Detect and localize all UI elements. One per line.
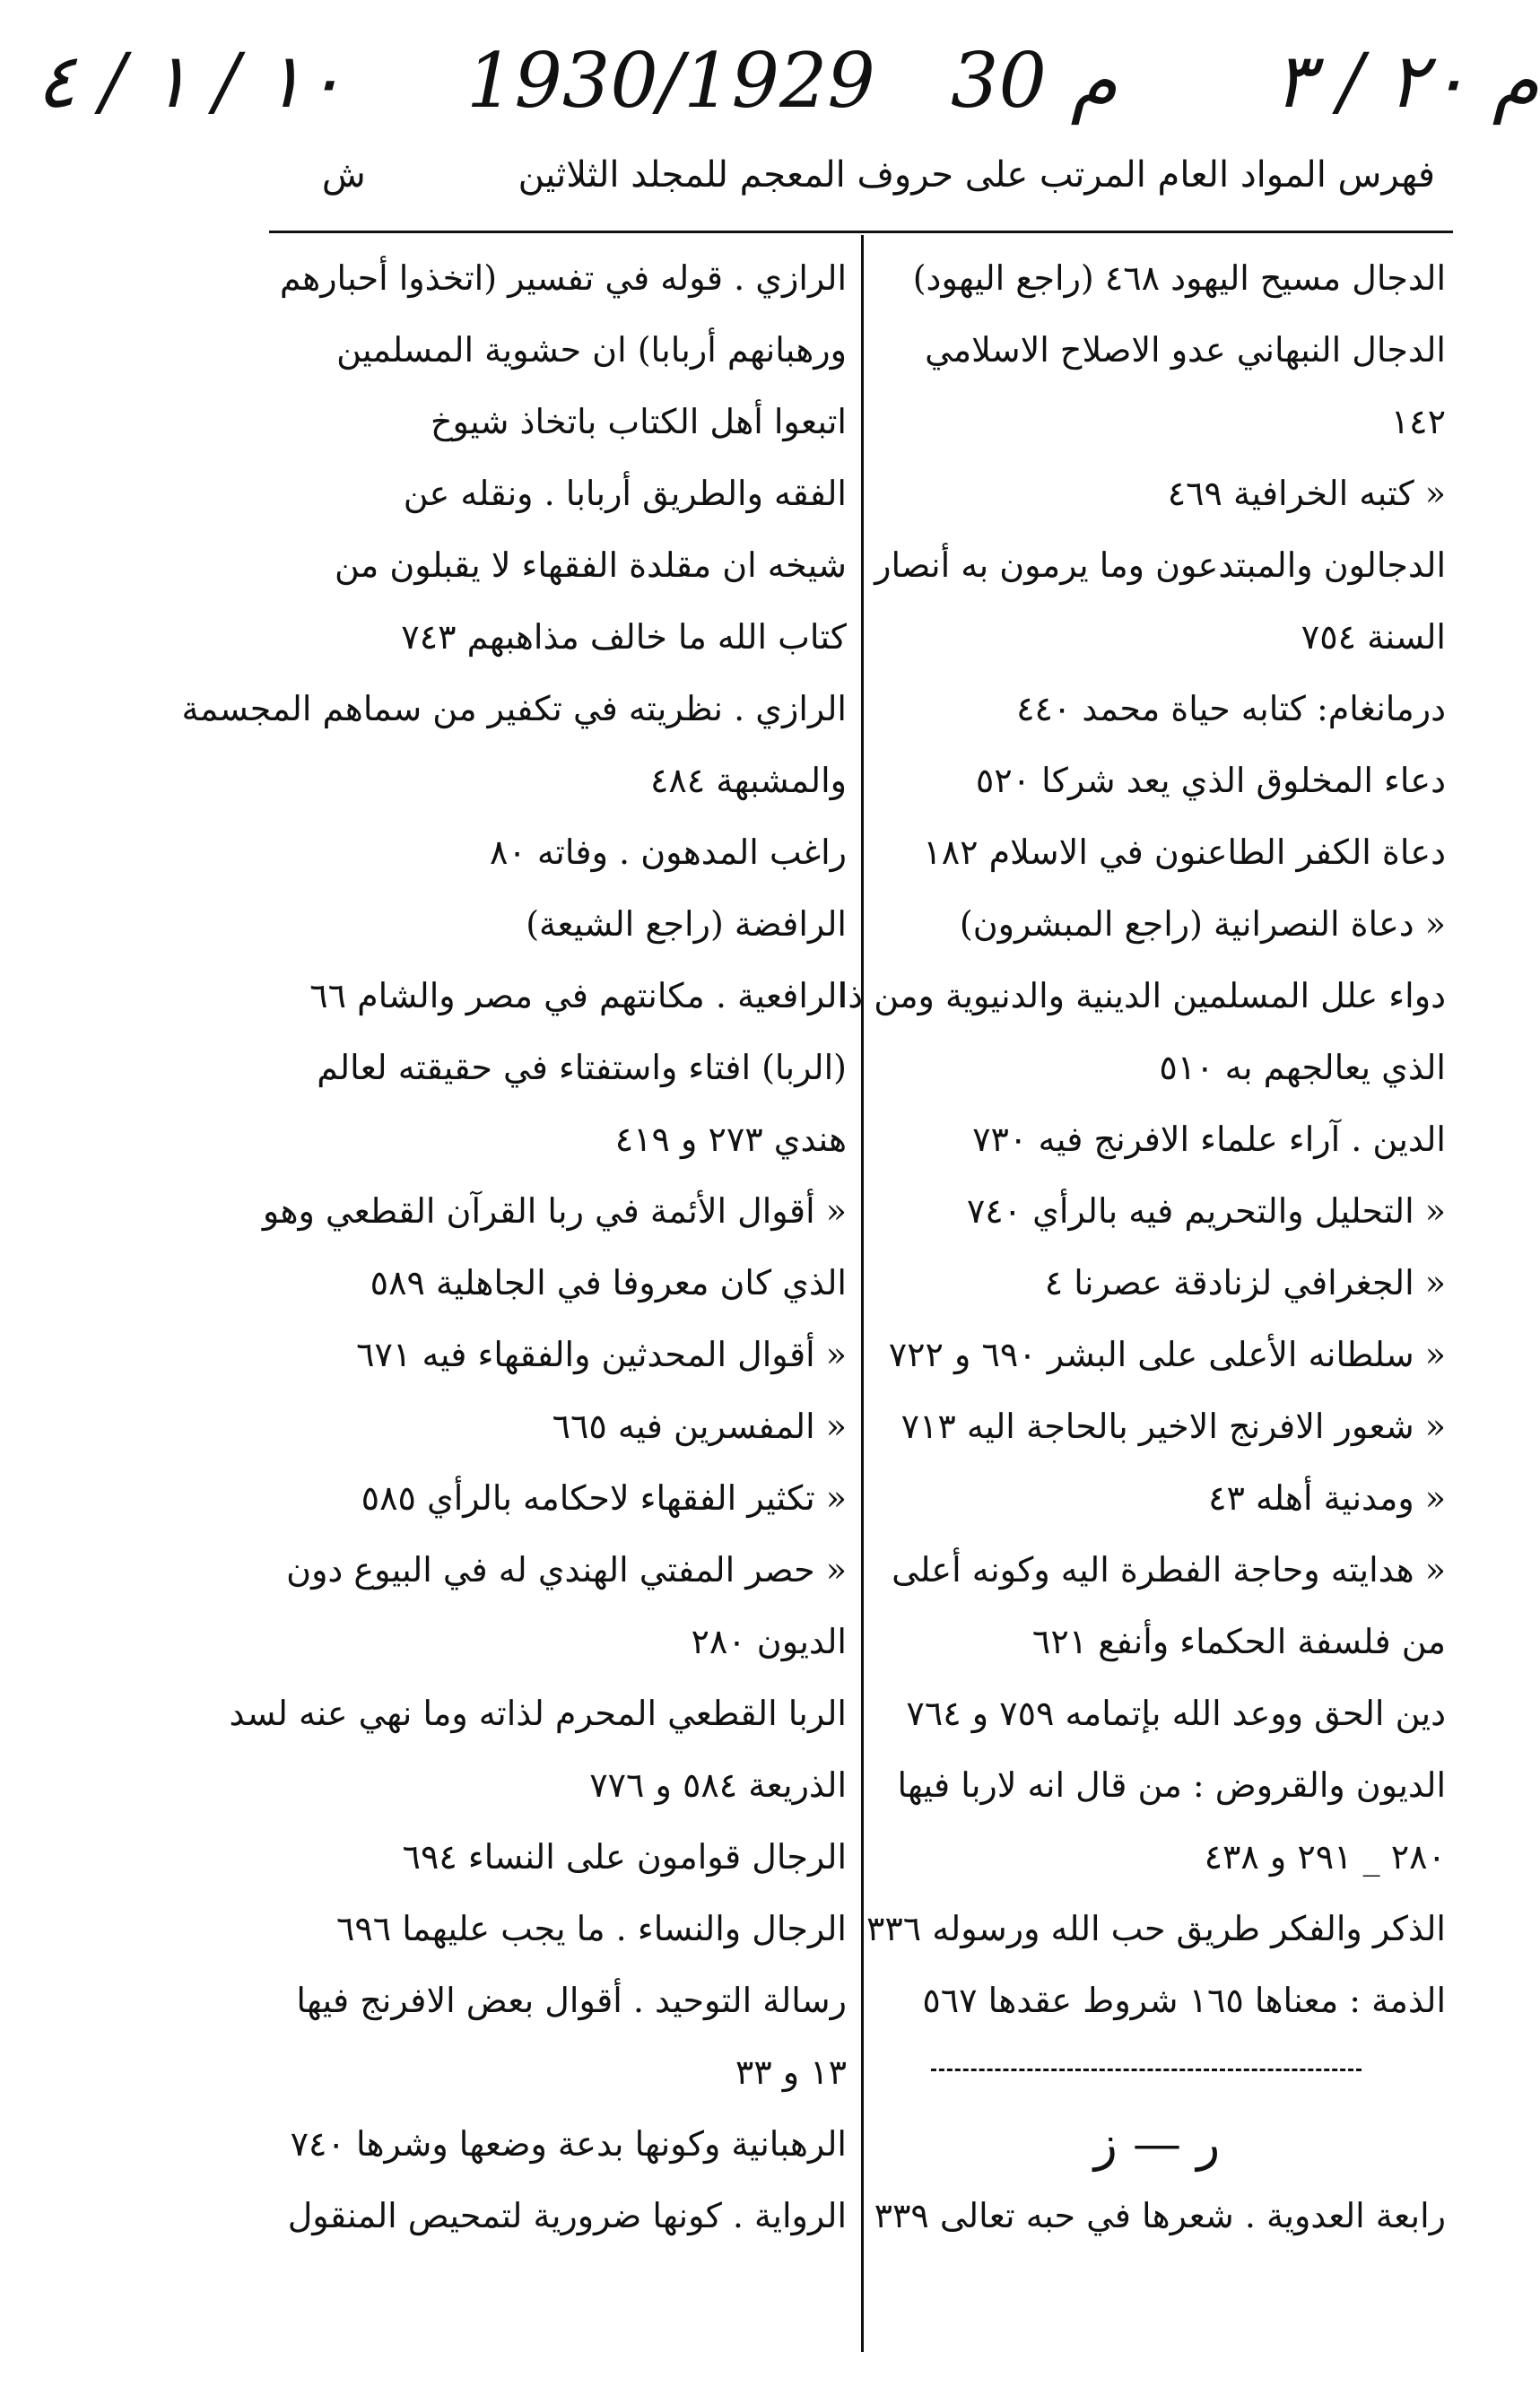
handwritten-note-right: م ٢٠ / ٣ [1274, 37, 1539, 125]
page-title: فهرس المواد العام المرتب على حروف المعجم للمجلد الثلاثين [518, 154, 1435, 196]
index-entry: ١٤٢ [1390, 402, 1446, 441]
index-entry: راغب المدهون . وفاته ٨٠ [490, 832, 847, 872]
handwritten-volume: 30 م [951, 37, 1118, 125]
index-entry: الرهبانية وكونها بدعة وضعها وشرها ٧٤٠ [290, 2124, 847, 2164]
index-entry: « تكثير الفقهاء لاحكامه بالرأي ٥٨٥ [361, 1478, 847, 1518]
index-entry: هندي ٢٧٣ و ٤١٩ [614, 1119, 847, 1159]
index-entry: « أقوال الأئمة في ربا القرآن القطعي وهو [262, 1191, 847, 1231]
index-entry: اتبعوا أهل الكتاب باتخاذ شيوخ [431, 402, 847, 441]
index-entry: الدجالون والمبتدعون وما يرمون به أنصار [874, 545, 1446, 585]
index-entry: الدجال النبهاني عدو الاصلاح الاسلامي [925, 330, 1446, 370]
index-entry: دعاء المخلوق الذي يعد شركا ٥٢٠ [975, 761, 1446, 800]
section-separator [868, 2036, 1451, 2108]
index-entry: دين الحق ووعد الله بإتمامه ٧٥٩ و ٧٦٤ [906, 1694, 1446, 1733]
index-entry: الديون ٢٨٠ [691, 1622, 847, 1661]
index-entry: الرواية . كونها ضرورية لتمحيص المنقول [287, 2196, 847, 2235]
index-entry: الدجال مسيح اليهود ٤٦٨ (راجع اليهود) [912, 258, 1446, 298]
index-entry: والمشبهة ٤٨٤ [649, 761, 847, 800]
index-entry: شيخه ان مقلدة الفقهاء لا يقبلون من [334, 545, 847, 585]
index-entry: الديون والقروض : من قال انه لاربا فيها [897, 1765, 1446, 1805]
index-entry: رسالة التوحيد . أقوال بعض الافرنج فيها [296, 1981, 847, 2020]
index-entry: الفقه والطريق أربابا . ونقله عن [403, 474, 847, 513]
index-entry: « هدايته وحاجة الفطرة اليه وكونه أعلى [892, 1550, 1446, 1590]
index-entry: ١٣ و ٣٣ [735, 2052, 847, 2092]
index-entry: السنة ٧٥٤ [1301, 617, 1446, 657]
index-entry: رابعة العدوية . شعرها في حبه تعالى ٣٣٩ [874, 2196, 1446, 2235]
index-entry: « دعاة النصرانية (راجع المبشرون) [959, 904, 1446, 944]
handwritten-note-left: ١٠ / ١ / ٤ [36, 37, 344, 125]
index-entry: كتاب الله ما خالف مذاهبهم ٧٤٣ [401, 617, 847, 657]
index-column-left [181, 242, 852, 2252]
index-entry: الذمة : معناها ١٦٥ شروط عقدها ٥٦٧ [922, 1981, 1446, 2020]
index-entry: الدين . آراء علماء الافرنج فيه ٧٣٠ [972, 1119, 1446, 1159]
index-entry: الذي يعالجهم به ٥١٠ [1159, 1048, 1446, 1087]
page-header [321, 144, 1435, 206]
index-entry: الذريعة ٥٨٤ و ٧٧٦ [589, 1765, 847, 1805]
index-entry: دعاة الكفر الطاعنون في الاسلام ١٨٢ [923, 832, 1446, 872]
index-entry: الذي كان معروفا في الجاهلية ٥٨٩ [370, 1263, 847, 1302]
section-letter: ش [321, 154, 366, 196]
column-divider [861, 235, 864, 2352]
index-entry: « المفسرين فيه ٦٦٥ [552, 1407, 847, 1446]
index-entry: « أقوال المحدثين والفقهاء فيه ٦٧١ [356, 1335, 847, 1374]
index-entry: الرجال قوامون على النساء ٦٩٤ [402, 1837, 847, 1877]
index-entry: ٢٨٠ _ ٢٩١ و ٤٣٨ [1204, 1837, 1446, 1877]
index-column-right [838, 242, 1451, 2252]
index-entry: « الجغرافي لزنادقة عصرنا ٤ [1044, 1263, 1446, 1302]
header-rule [269, 231, 1453, 233]
dashed-rule [931, 2069, 1362, 2071]
index-entry: الذكر والفكر طريق حب الله ورسوله ٣٣٦ [866, 1909, 1446, 1948]
index-entry: من فلسفة الحكماء وأنفع ٦٢١ [1031, 1622, 1446, 1661]
index-entry: الرجال والنساء . ما يجب عليهما ٦٩٦ [335, 1909, 847, 1948]
index-entry: « شعور الافرنج الاخير بالحاجة اليه ٧١٣ [901, 1407, 1446, 1446]
index-entry: « سلطانه الأعلى على البشر ٦٩٠ و ٧٢٢ [888, 1335, 1446, 1374]
index-entry: « حصر المفتي الهندي له في البيوع دون [286, 1550, 847, 1590]
index-entry: درمانغام: كتابه حياة محمد ٤٤٠ [1016, 689, 1446, 728]
index-entry: ورهبانهم أربابا) ان حشوية المسلمين [336, 330, 847, 370]
index-entry: دواء علل المسلمين الدينية والدنيوية ومن ذا [838, 976, 1446, 1015]
handwritten-years: 1930/1929 [466, 37, 875, 125]
index-entry: الربا القطعي المحرم لذاته وما نهي عنه لسد [229, 1694, 847, 1733]
index-entry: الرافعية . مكانتهم في مصر والشام ٦٦ [309, 976, 847, 1015]
index-entry: الرازي . قوله في تفسير (اتخذوا أحبارهم [279, 258, 847, 298]
index-entry: الرافضة (راجع الشيعة) [526, 904, 847, 944]
index-entry: الرازي . نظريته في تكفير من سماهم المجسمة [181, 689, 847, 728]
index-entry: (الربا) افتاء واستفتاء في حقيقته لعالم [317, 1048, 847, 1087]
index-entry: « كتبه الخرافية ٤٦٩ [1167, 474, 1446, 513]
index-entry: « ومدنية أهله ٤٣ [1208, 1478, 1446, 1518]
section-heading-letters: ر — ز [1093, 2115, 1221, 2172]
index-entry: « التحليل والتحريم فيه بالرأي ٧٤٠ [966, 1191, 1446, 1231]
